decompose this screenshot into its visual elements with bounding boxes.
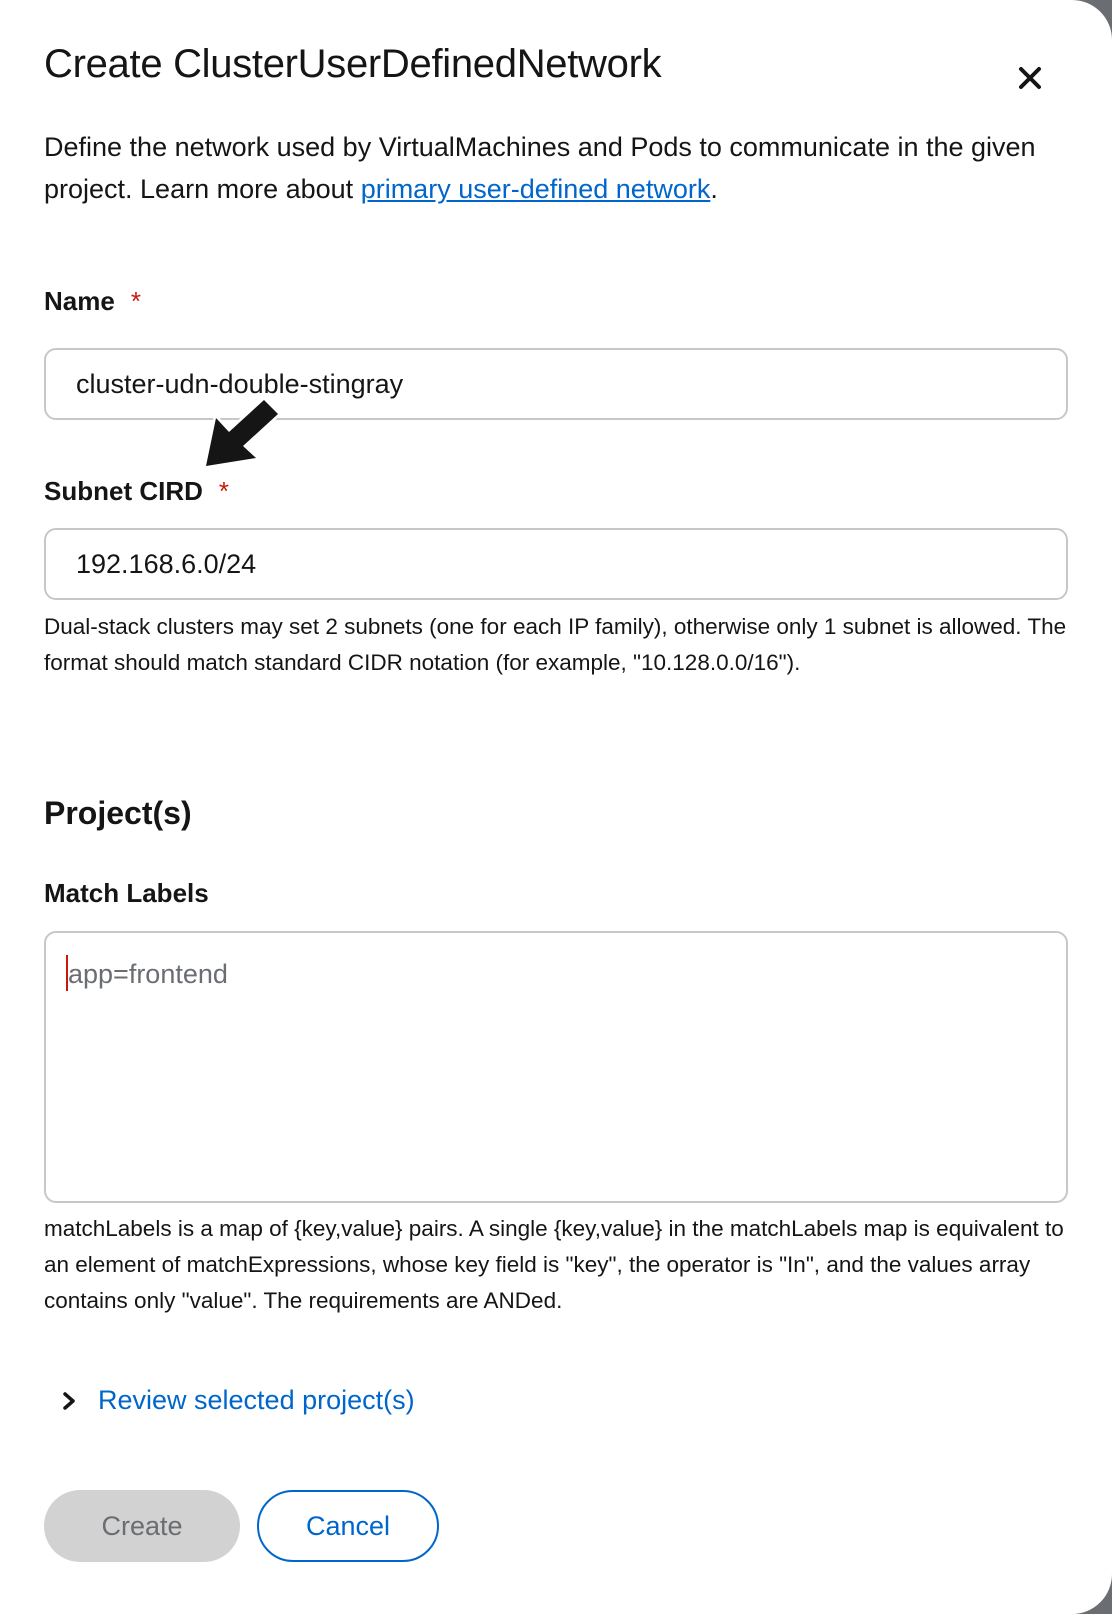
required-marker: * <box>218 476 230 506</box>
match-labels-helper-text: matchLabels is a map of {key,value} pairs. A single {key,value} in the matchLabels map is equivalent to an element of matchExpressions, whose key field is "key", the operator is "In", and the values array contains only "value". The requirements are ANDed. <box>44 1216 1064 1313</box>
subnet-label-text: Subnet CIRD <box>44 476 203 506</box>
name-input-value: cluster-udn-double-stingray <box>76 368 404 399</box>
chevron-right-icon <box>62 1391 76 1411</box>
subnet-input[interactable] <box>44 528 1068 600</box>
name-label <box>44 286 141 317</box>
subnet-input-value: 192.168.6.0/24 <box>76 548 257 579</box>
close-icon <box>1018 66 1042 90</box>
subnet-label <box>44 476 229 507</box>
create-button[interactable]: Create <box>44 1490 240 1562</box>
close-button[interactable] <box>1014 62 1046 94</box>
cancel-button[interactable]: Cancel <box>257 1490 439 1562</box>
name-label-text: Name <box>44 286 115 316</box>
match-labels-label <box>44 878 209 909</box>
description-text: Define the network used by VirtualMachines and Pods to communicate in the given project. Learn more about <box>44 132 1036 204</box>
subnet-helper-text: Dual-stack clusters may set 2 subnets (one for each IP family), otherwise only 1 subnet is allowed. The format should match standard CIDR notation (for example, "10.128.0.0/16"). <box>44 614 1067 675</box>
arrow-pointer-icon <box>200 396 282 470</box>
match-labels-placeholder: app=frontend <box>68 959 228 989</box>
learn-more-link[interactable]: primary user-defined network <box>360 174 711 204</box>
projects-heading: Project(s) <box>44 795 192 831</box>
name-input[interactable] <box>44 348 1068 420</box>
match-labels-label-text: Match Labels <box>44 878 209 908</box>
review-projects-toggle[interactable] <box>62 1385 415 1416</box>
modal-title: Create ClusterUserDefinedNetwork <box>44 42 662 86</box>
required-marker: * <box>130 286 141 316</box>
description-suffix: . <box>710 174 718 204</box>
modal-description <box>44 126 1064 210</box>
match-labels-textarea[interactable] <box>44 931 1068 1203</box>
review-projects-label: Review selected project(s) <box>98 1385 415 1415</box>
